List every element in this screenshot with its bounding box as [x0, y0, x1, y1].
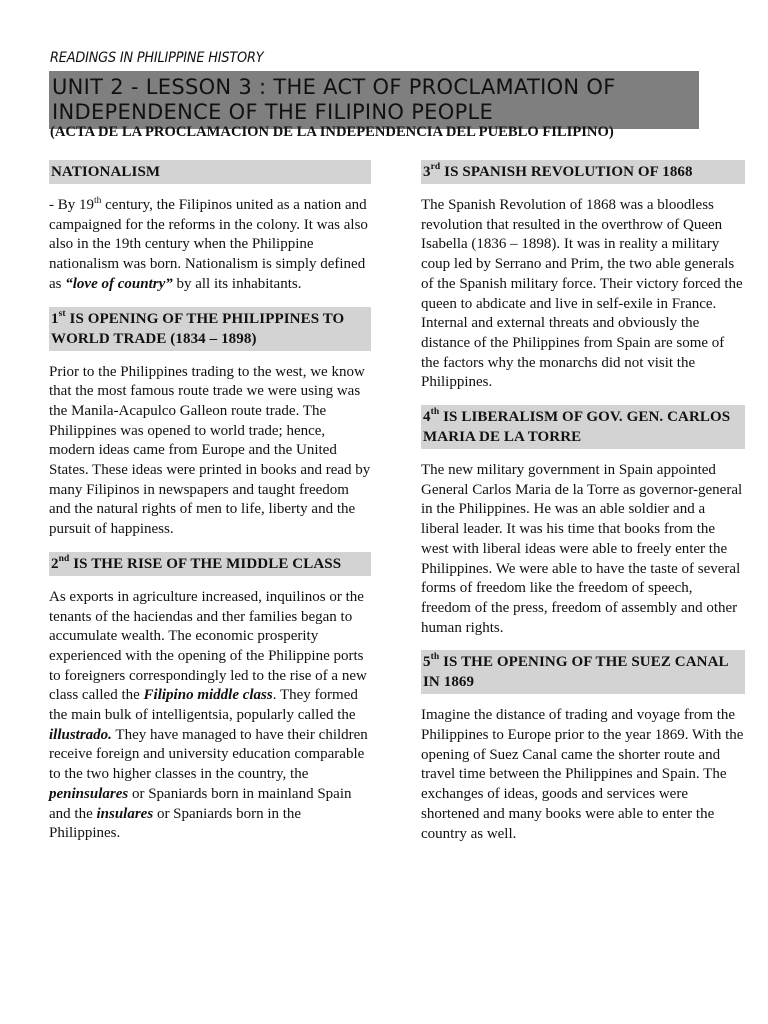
section-heading: 4th IS LIBERALISM OF GOV. GEN. CARLOS MARIA DE LA TORRE — [421, 405, 745, 449]
section-nationalism — [49, 160, 371, 295]
section-body: The new military government in Spain appointed General Carlos Maria de la Torre as governor-general in the Philippines. He was an able soldier and a liberal leader. It was his time that books from the west with liberal ideas were able to freely enter the Philippines. We were able to have the taste of several forms of freedom like the freedom of speech, freedom of the press, freedom of assembly and other human rights. — [421, 462, 743, 636]
lesson-title-line-2: INDEPENDENCE OF THE FILIPINO PEOPLE — [52, 100, 494, 124]
section-body: As exports in agriculture increased, inquilinos or the tenants of the haciendas and ther families began to accumulate wealth. The economic prosperity experienced with the opening of the Philippine ports to foreigners correspondingly led to the rise of a new class called the Filipino middle class. They formed the main bulk of intelligentsia, popularly called the illustrado. They have managed to have their children receive foreign and university education comparable to the two higher classes in the country, the peninsulares or Spaniards born in mainland Spain and the insulares or Spaniards born in the Philippines. — [49, 588, 368, 842]
section-spanish-revolution — [421, 160, 745, 393]
section-heading: NATIONALISM — [49, 160, 371, 184]
section-heading: 1st IS OPENING OF THE PHILIPPINES TO WORLD TRADE (1834 – 1898) — [49, 307, 371, 351]
course-label: READINGS IN PHILIPPINE HISTORY — [50, 50, 264, 66]
section-world-trade — [49, 307, 371, 540]
section-suez-canal — [421, 650, 745, 844]
section-body: - By 19th century, the Filipinos united as a nation and campaigned for the reforms in the colony. It was also also in the 19th century when the Philippine nationalism was born. Nationalism is simply defined as “love of country” by all its inhabitants. — [49, 196, 368, 292]
section-body: Imagine the distance of trading and voyage from the Philippines to Europe prior to the year 1869. With the opening of Suez Canal came the shorter route and travel time between the Philippines and Spain. The exchanges of ideas, goods and services were shortened and many books were able to enter the country as well. — [421, 707, 744, 842]
section-body: Prior to the Philippines trading to the west, we know that the most famous route trade we were using was the Manila-Acapulco Galleon route trade. The Philippines was opened to world trade; hence, modern ideas came from Europe and the United States. These ideas were printed in books and read by many Filipinos in newspapers and taught freedom and the natural rights of men to life, liberty and the pursuit of happiness. — [49, 363, 371, 538]
lesson-title-line-1: UNIT 2 - LESSON 3 : THE ACT OF PROCLAMATION OF — [52, 75, 616, 99]
right-column — [421, 160, 745, 844]
section-liberalism — [421, 405, 745, 638]
section-heading: 2nd IS THE RISE OF THE MIDDLE CLASS — [49, 552, 371, 576]
section-body: The Spanish Revolution of 1868 was a bloodless revolution that resulted in the overthrow of Queen Isabella (1836 – 1898). It was in reality a military coup led by Serrano and Prim, the two able generals of the Spanish military force. Their victory forced the queen to abdicate and live in self-exile in France. Internal and external threats and obviously the distance of the Philippines from Spain are some of the factors why the monarchs did not visit the Philippines. — [421, 197, 743, 391]
section-heading: 5th IS THE OPENING OF THE SUEZ CANAL IN 1869 — [421, 650, 745, 694]
lesson-subtitle: (ACTA DE LA PROCLAMACION DE LA INDEPENDENCIA DEL PUEBLO FILIPINO) — [50, 124, 614, 140]
section-middle-class — [49, 552, 371, 844]
section-heading: 3rd IS SPANISH REVOLUTION OF 1868 — [421, 160, 745, 184]
left-column — [49, 160, 371, 844]
